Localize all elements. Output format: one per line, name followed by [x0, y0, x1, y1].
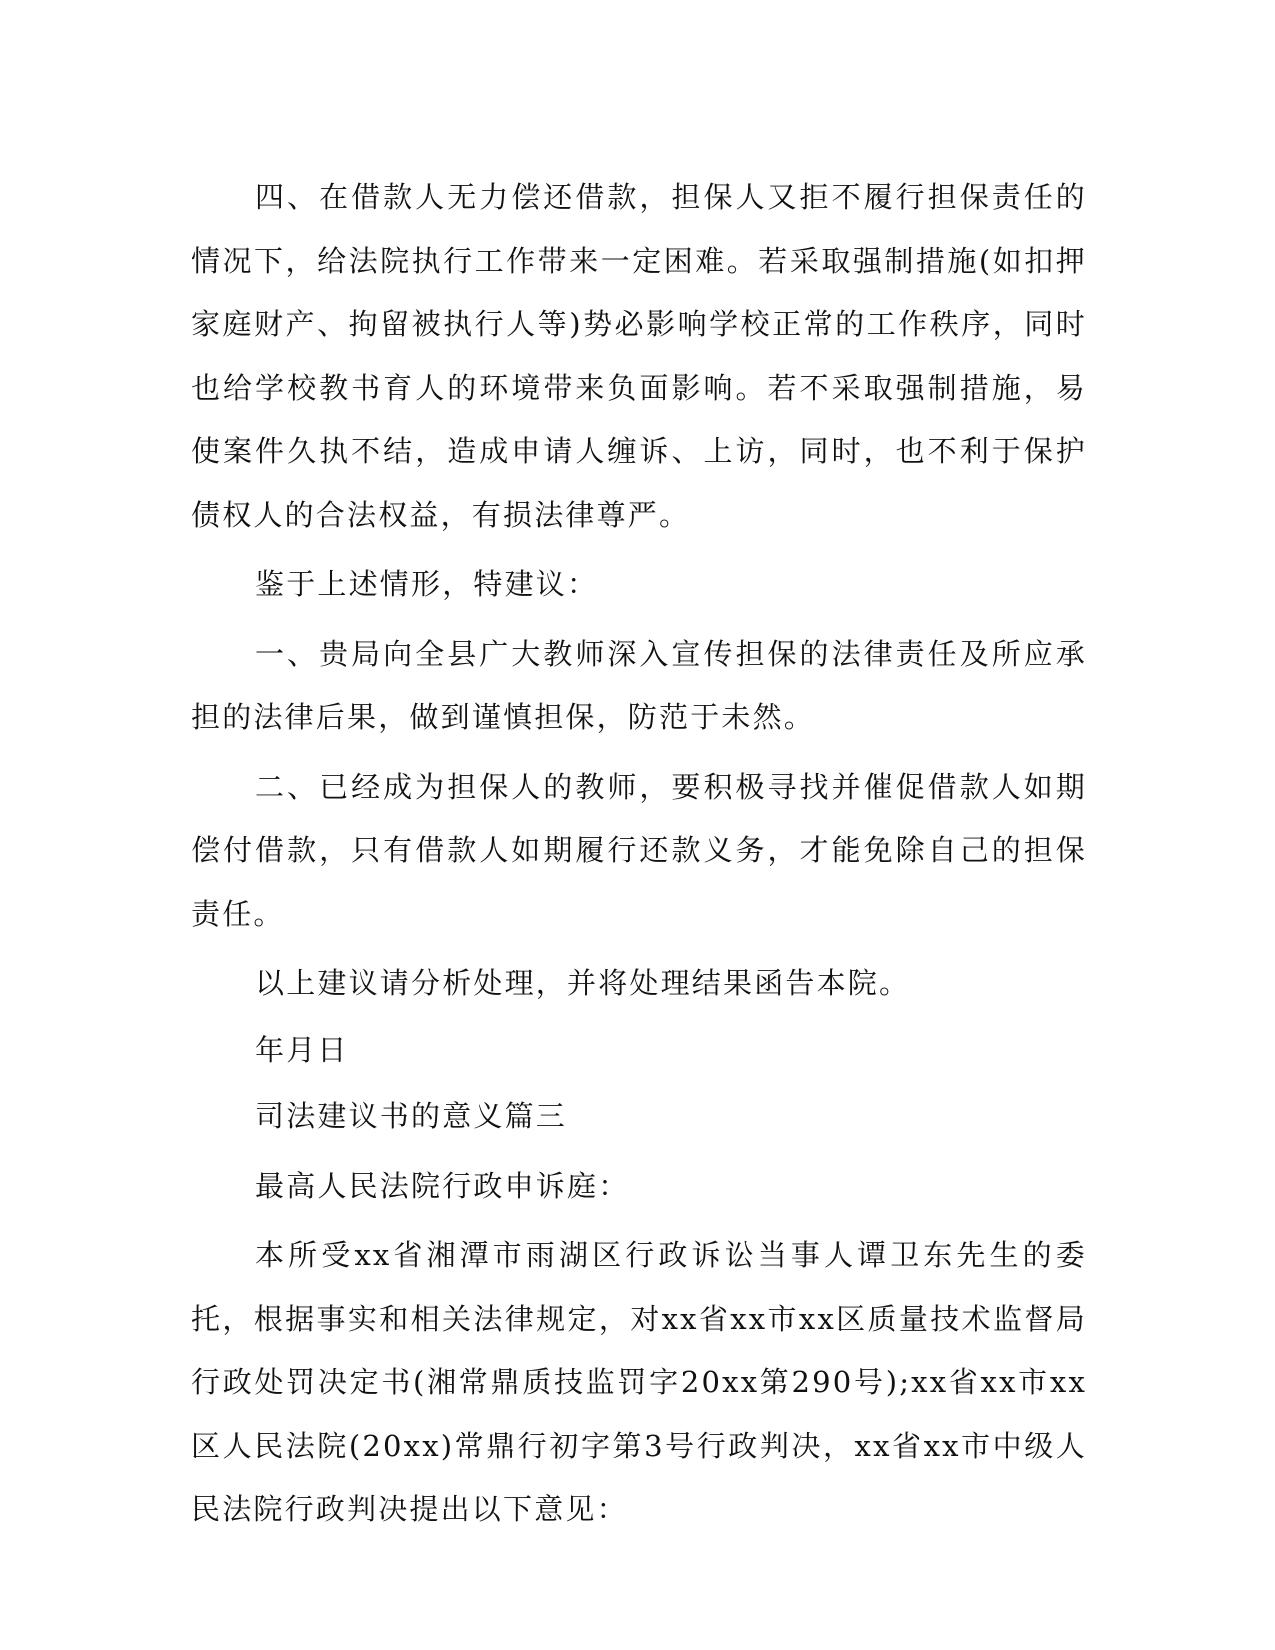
document-body [191, 166, 1087, 1548]
paragraph-suggestion-two: 二、已经成为担保人的教师，要积极寻找并催促借款人如期偿付借款，只有借款人如期履行还款义务，才能免除自己的担保责任。 [191, 769, 1087, 931]
paragraph-suggestion-one: 一、贵局向全县广大教师深入宣传担保的法律责任及所应承担的法律后果，做到谨慎担保，防范于未然。 [191, 636, 1087, 734]
paragraph-suggestion-intro: 鉴于上述情形，特建议： [255, 567, 599, 601]
paragraph-enforcement-difficulty: 四、在借款人无力偿还借款，担保人又拒不履行担保责任的情况下，给法院执行工作带来一定困难。若采取强制措施(如扣押家庭财产、拘留被执行人等)势必影响学校正常的工作秩序，同时也给学校教书育人的环境带来负面影响。若不采取强制措施，易使案件久执不结，造成申请人缠诉、上访，同时，也不利于保护债权人的合法权益，有损法律尊严。 [191, 180, 1087, 532]
paragraph-addressee: 最高人民法院行政申诉庭： [255, 1168, 630, 1203]
section-heading: 司法建议书的意义篇三 [255, 1099, 568, 1133]
paragraph-opinion-intro: 本所受xx省湘潭市雨湖区行政诉讼当事人谭卫东先生的委托，根据事实和相关法律规定，对xx省xx市xx区质量技术监督局行政处罚决定书(湘常鼎质技监罚字20xx第290号);xx省xx市xx区人民法院(20xx)常鼎行初字第3号行政判决，xx省xx市中级人民法院行政判决提出以下意见： [191, 1238, 1087, 1526]
paragraph-date-line: 年月日 [255, 1032, 349, 1067]
paragraph-closing-request: 以上建议请分析处理，并将处理结果函告本院。 [255, 966, 911, 1000]
